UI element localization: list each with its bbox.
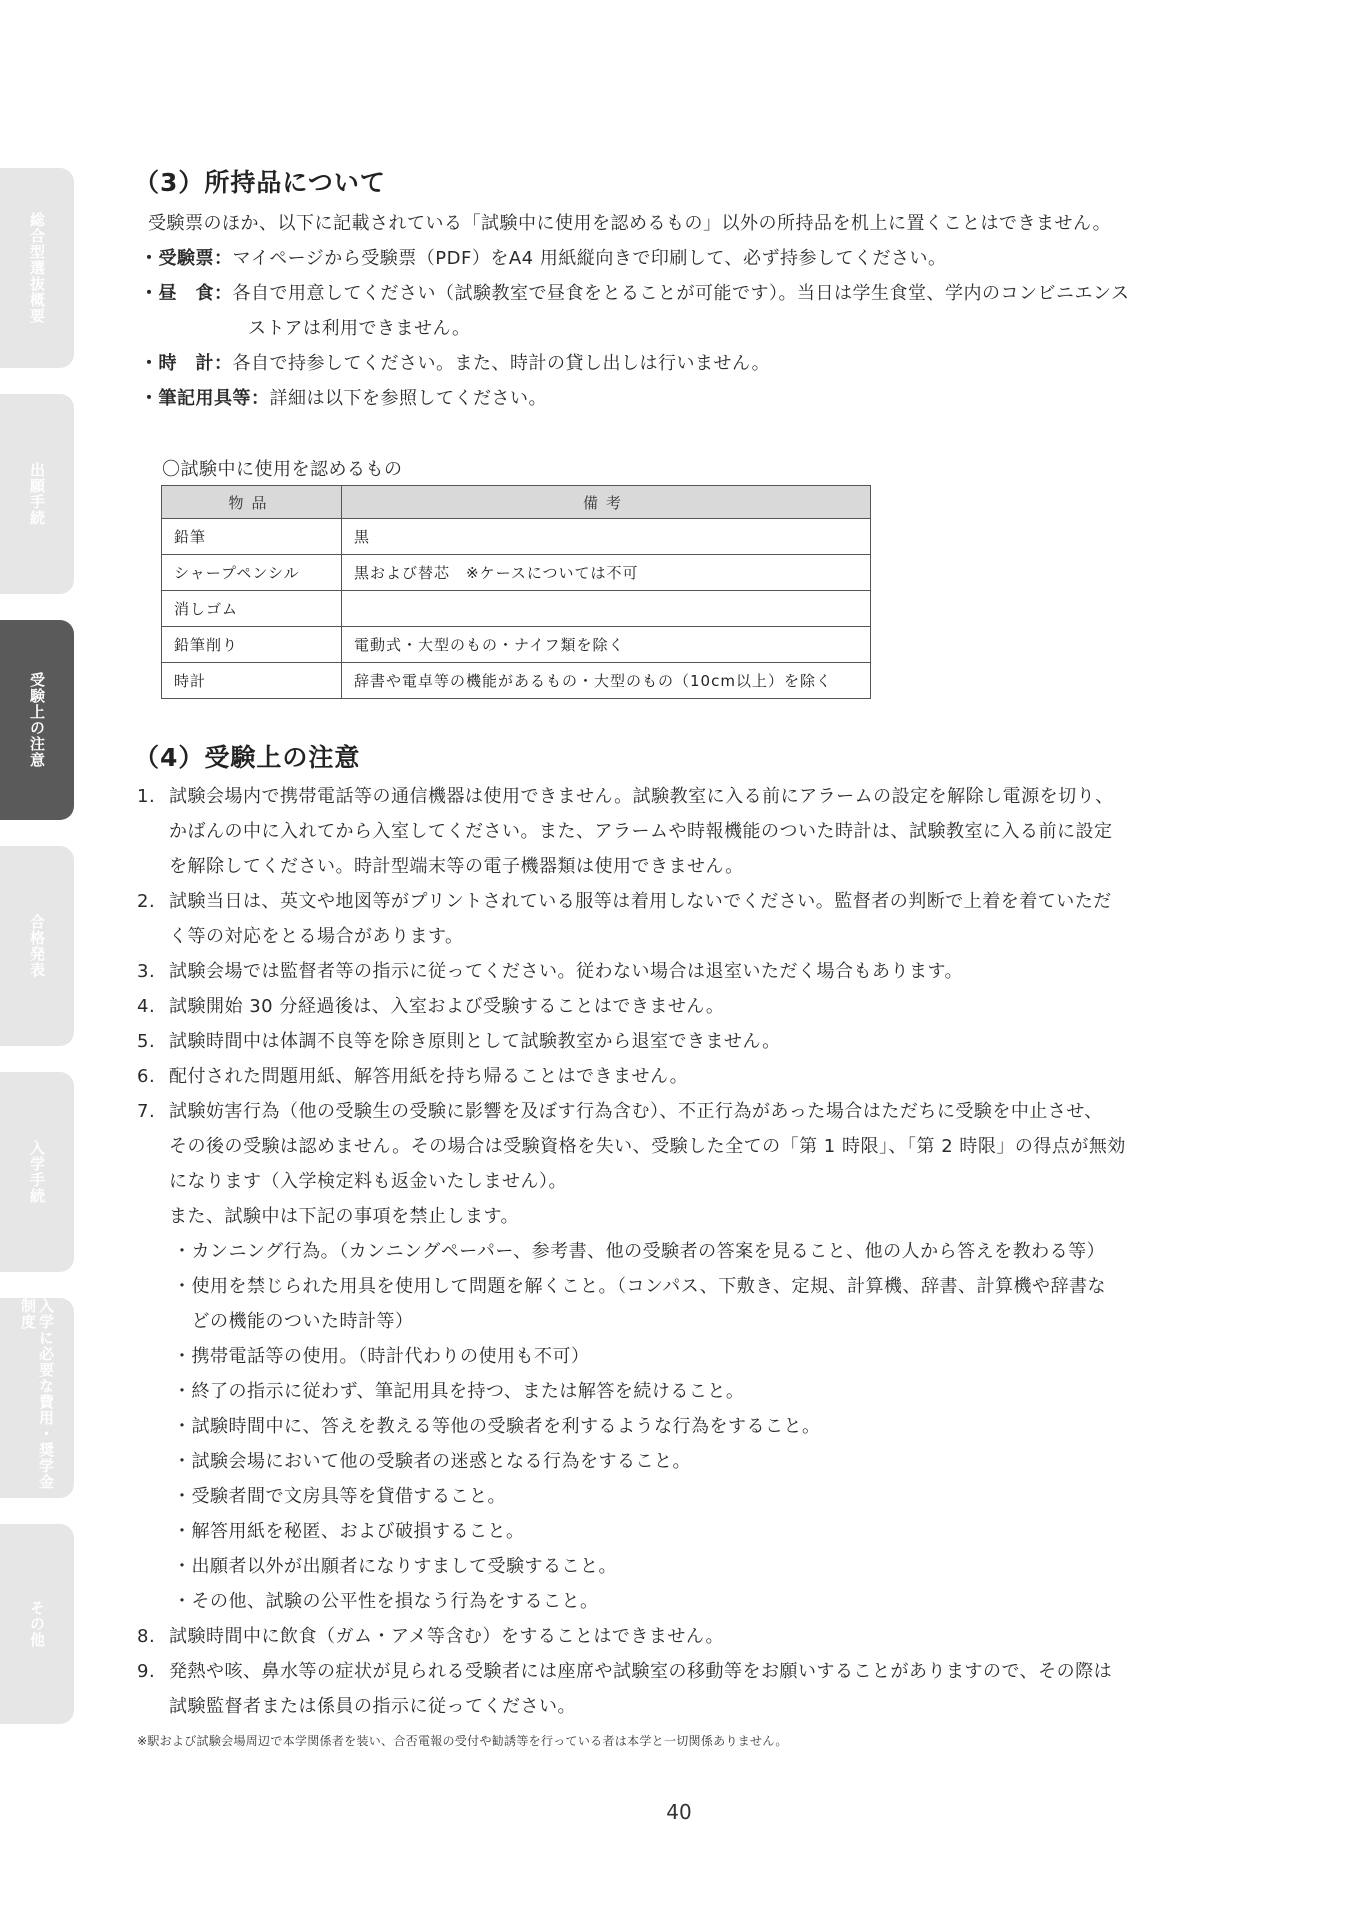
table-cell: 辞書や電卓等の機能があるもの・大型のもの（10cm以上）を除く (342, 663, 871, 699)
prohibited-item: どの機能のついた時計等） (173, 1311, 414, 1332)
side-tab-label: 出願手続 (28, 462, 46, 526)
side-tab-overview[interactable] (0, 168, 74, 368)
table-cell: 黒および替芯 ※ケースについては不可 (342, 555, 871, 591)
side-tab-costs[interactable] (0, 1298, 74, 1498)
note-line: 配付された問題用紙、解答用紙を持ち帰ることはできません。 (169, 1066, 689, 1087)
note-line: 試験当日は、英文や地図等がプリントされている服等は着用しないでください。監督者の判断で上着を着ていただ (169, 891, 1112, 912)
allowed-items-table (161, 485, 871, 699)
table-header: 物品 (162, 486, 342, 519)
table-cell (342, 591, 871, 627)
bullet-stationery (140, 381, 547, 416)
note-number: 2. (137, 891, 156, 912)
note-number: 3. (137, 961, 156, 982)
note-line: になります（入学検定料も返金いたしません）。 (169, 1171, 567, 1192)
prohibited-item: ・終了の指示に従わず、筆記用具を持つ、または解答を続けること。 (173, 1381, 745, 1402)
side-tab-label: 総合型選抜概要 (28, 212, 46, 324)
prohibited-list (169, 1234, 1126, 1619)
note-line: また、試験中は下記の事項を禁止します。 (169, 1206, 520, 1227)
side-tab-label: 入学手続 (28, 1140, 46, 1204)
table-cell: 鉛筆削り (162, 627, 342, 663)
table-row (162, 555, 871, 591)
footnote: ※駅および試験会場周辺で本学関係者を装い、合否電報の受付や勧誘等を行っている者は本学と一切関係ありません。 (137, 1734, 788, 1748)
note-number: 6. (137, 1066, 156, 1087)
bullet-label: ・時 計： (140, 353, 233, 374)
table-header: 備考 (342, 486, 871, 519)
bullet-label: ・受験票： (140, 248, 233, 269)
side-tab-enrollment[interactable] (0, 1072, 74, 1272)
table-cell: 黒 (342, 519, 871, 555)
side-tab-label: 合格発表 (28, 914, 46, 978)
prohibited-item: ・解答用紙を秘匿、および破損すること。 (173, 1521, 525, 1542)
table-cell: 鉛筆 (162, 519, 342, 555)
table-row (162, 663, 871, 699)
note-line: を解除してください。時計型端末等の電子機器類は使用できません。 (169, 856, 744, 877)
bullet-exam-ticket (140, 241, 946, 276)
prohibited-item: ・出願者以外が出願者になりすまして受験すること。 (173, 1556, 617, 1577)
table-row (162, 627, 871, 663)
note-line: その後の受験は認めません。その場合は受験資格を失い、受験した全ての「第 1 時限」、「第 2 時限」の得点が無効 (169, 1136, 1126, 1157)
prohibited-item: ・カンニング行為。（カンニングペーパー、参考書、他の受験者の答案を見ること、他の人から答えを教わる等） (173, 1241, 1106, 1262)
note-line: 試験妨害行為（他の受験生の受験に影響を及ぼす行為含む）、不正行為があった場合はただちに受験を中止させ、 (169, 1101, 1103, 1122)
table-cell: 時計 (162, 663, 342, 699)
note-line: 試験開始 30 分経過後は、入室および受験することはできません。 (169, 996, 725, 1017)
bullet-label: ・昼 食： (140, 283, 233, 304)
prohibited-item: ・試験会場において他の受験者の迷惑となる行為をすること。 (173, 1451, 691, 1472)
table-cell: 電動式・大型のもの・ナイフ類を除く (342, 627, 871, 663)
side-tab-label: その他 (28, 1600, 46, 1648)
table-title: 〇試験中に使用を認めるもの (162, 459, 403, 480)
bullet-watch (140, 346, 770, 381)
table-cell: シャープペンシル (162, 555, 342, 591)
note-number: 1. (137, 786, 156, 807)
page-number: 40 (666, 1800, 692, 1824)
table-row (162, 591, 871, 627)
note-line: 試験時間中は体調不良等を除き原則として試験教室から退室できません。 (169, 1031, 781, 1052)
table-row (162, 519, 871, 555)
bullet-lunch (140, 276, 1129, 311)
section3-heading: （3）所持品について (134, 168, 386, 197)
prohibited-item: ・携帯電話等の使用。（時計代わりの使用も不可） (173, 1346, 590, 1367)
section4-heading: （4）受験上の注意 (134, 743, 361, 772)
note-line: 試験時間中に飲食（ガム・アメ等含む）をすることはできません。 (169, 1626, 724, 1647)
note-number: 8. (137, 1626, 156, 1647)
note-line: かばんの中に入れてから入室してください。また、アラームや時報機能のついた時計は、試験教室に入る前に設定 (169, 821, 1113, 842)
note-number: 4. (137, 996, 156, 1017)
note-number: 5. (137, 1031, 156, 1052)
bullet-text: ストアは利用できません。 (248, 318, 471, 339)
table-header-row (162, 486, 871, 519)
side-tab-label: 入学に必要な費用・奨学金制度 (19, 1298, 55, 1490)
side-tab-exam-notes[interactable] (0, 620, 74, 820)
prohibited-item: ・試験時間中に、答えを教える等他の受験者を利するような行為をすること。 (173, 1416, 821, 1437)
prohibited-item: ・使用を禁じられた用具を使用して問題を解くこと。（コンパス、下敷き、定規、計算機、辞書、計算機や辞書な (173, 1276, 1107, 1297)
side-tab-application[interactable] (0, 394, 74, 594)
note-line: 発熱や咳、鼻水等の症状が見られる受験者には座席や試験室の移動等をお願いすることがありますので、その際は (169, 1661, 1113, 1682)
side-tab-label: 受験上の注意 (28, 672, 46, 768)
note-number: 7. (137, 1101, 156, 1122)
bullet-text: 各自で持参してください。また、時計の貸し出しは行いません。 (232, 353, 771, 374)
bullet-text: 各自で用意してください（試験教室で昼食をとることが可能です）。当日は学生食堂、学内のコンビニエンス (232, 283, 1130, 304)
bullet-text: 詳細は以下を参照してください。 (269, 388, 547, 409)
prohibited-item: ・受験者間で文房具等を貸借すること。 (173, 1486, 506, 1507)
bullet-text: マイページから受験票（PDF）をA4 用紙縦向きで印刷して、必ず持参してください。 (232, 248, 947, 269)
bullet-lunch-cont (248, 311, 471, 346)
side-tab-other[interactable] (0, 1524, 74, 1724)
note-number: 9. (137, 1661, 156, 1682)
note-line: 試験会場では監督者等の指示に従ってください。従わない場合は退室いただく場合もあります。 (169, 961, 964, 982)
table-cell: 消しゴム (162, 591, 342, 627)
prohibited-item: ・その他、試験の公平性を損なう行為をすること。 (173, 1591, 599, 1612)
note-line: 試験会場内で携帯電話等の通信機器は使用できません。試験教室に入る前にアラームの設定を解除し電源を切り、 (169, 786, 1114, 807)
bullet-label: ・筆記用具等： (140, 388, 270, 409)
note-line: く等の対応をとる場合があります。 (169, 926, 464, 947)
note-line: 試験監督者または係員の指示に従ってください。 (169, 1696, 576, 1717)
side-tab-results[interactable] (0, 846, 74, 1046)
section3-intro: 受験票のほか、以下に記載されている「試験中に使用を認めるもの」以外の所持品を机上に置くことはできません。 (148, 213, 1112, 234)
